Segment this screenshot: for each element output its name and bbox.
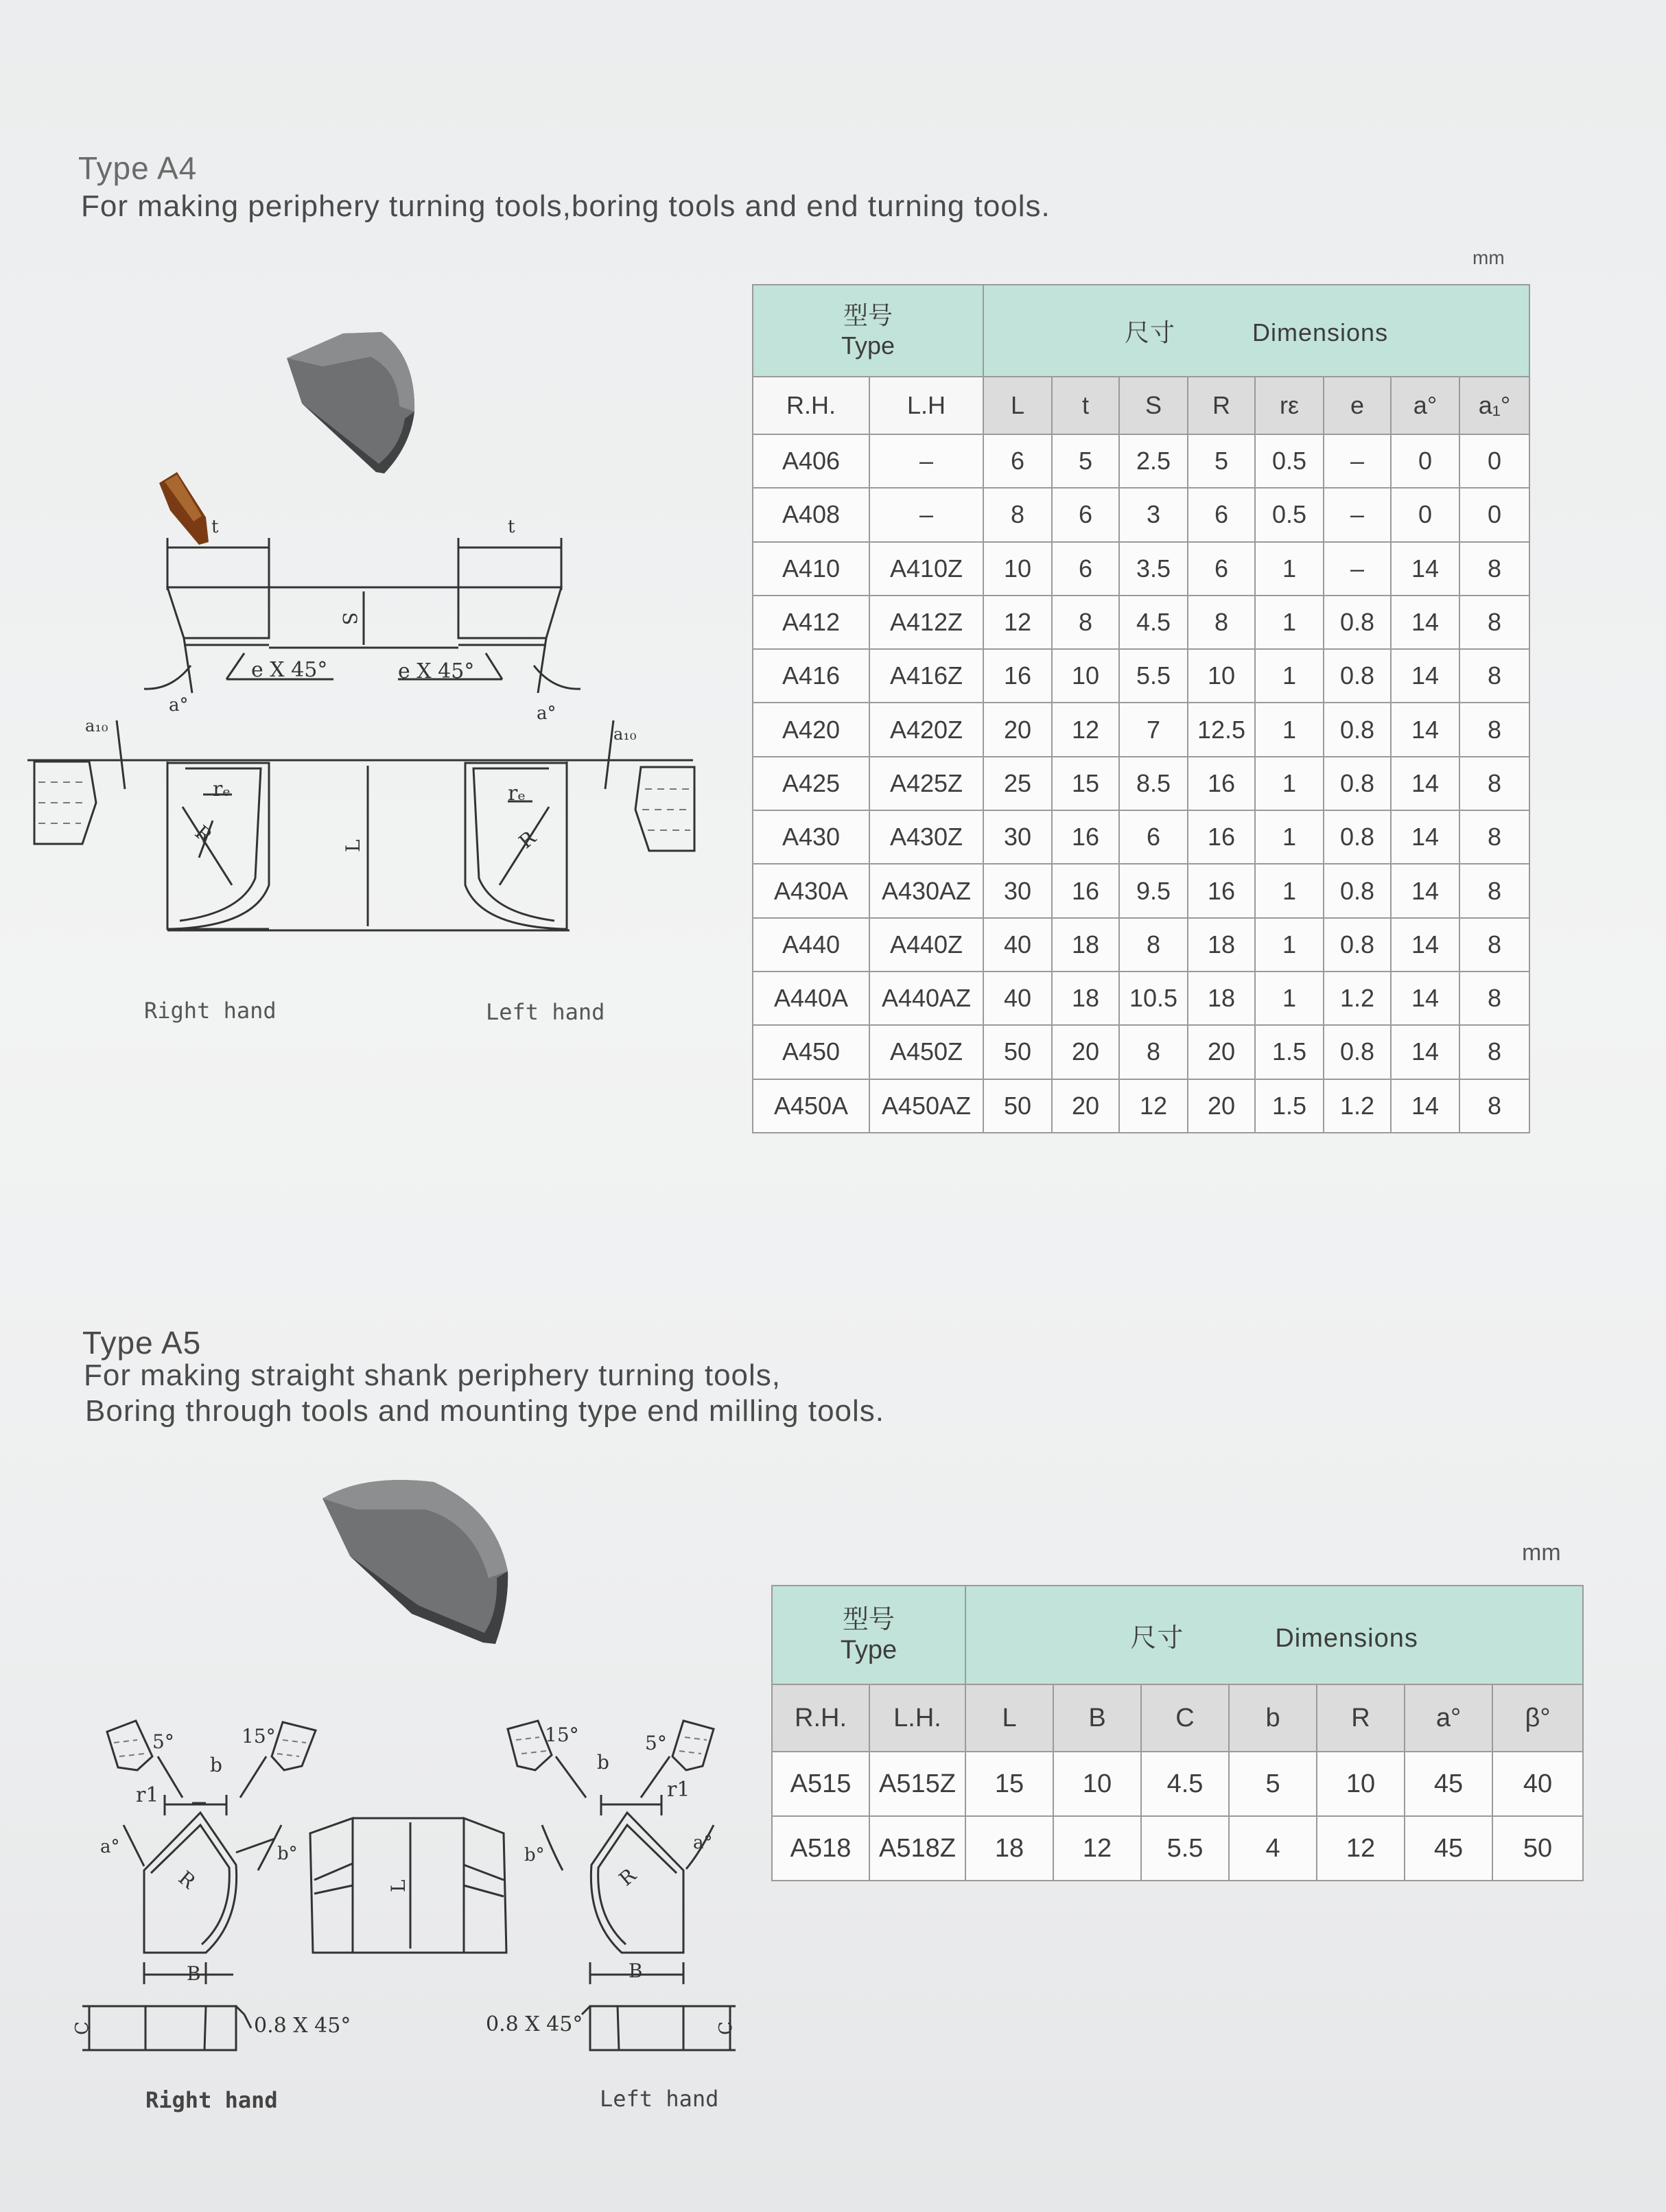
table-cell: 0.8 [1324, 596, 1391, 649]
table-cell: – [1324, 488, 1391, 541]
a4-col-header: e [1324, 377, 1391, 434]
a5-col-header: R.H. [772, 1684, 869, 1752]
table-cell: 10 [1053, 1752, 1141, 1816]
table-cell: A430 [753, 810, 869, 864]
table-cell: 1 [1255, 757, 1324, 810]
table-cell: – [869, 488, 983, 541]
table-cell: A420 [753, 703, 869, 756]
table-cell: A450 [753, 1025, 869, 1079]
table-cell: 45 [1405, 1816, 1492, 1881]
table-cell: 1 [1255, 864, 1324, 917]
table-cell: A410 [753, 542, 869, 596]
table-cell: 8 [1459, 972, 1529, 1025]
table-cell: 25 [983, 757, 1052, 810]
table-row [753, 972, 1529, 1025]
table-cell: A518 [772, 1816, 869, 1881]
table-cell: 40 [983, 972, 1052, 1025]
table-cell: 1 [1255, 703, 1324, 756]
table-cell: 16 [1052, 810, 1119, 864]
a4-caption-right-hand: Right hand [144, 998, 277, 1024]
table-cell: 18 [1188, 918, 1255, 972]
table-cell: 8 [1459, 918, 1529, 972]
table-cell: 6 [983, 434, 1052, 488]
table-row [753, 649, 1529, 703]
table-cell: 0.5 [1255, 434, 1324, 488]
table-cell: A410Z [869, 542, 983, 596]
a5-label-r-left: R [614, 1863, 641, 1891]
table-cell: 0 [1391, 488, 1459, 541]
table-cell: 4 [1229, 1816, 1317, 1881]
table-cell: 8 [1459, 596, 1529, 649]
table-cell: 18 [1052, 918, 1119, 972]
table-row [772, 1816, 1583, 1881]
table-cell: 20 [1052, 1079, 1119, 1133]
a5-type-cn: 型号 [843, 1605, 895, 1634]
a5-col-header: B [1053, 1684, 1141, 1752]
table-cell: 5.5 [1141, 1816, 1229, 1881]
table-cell: A430A [753, 864, 869, 917]
table-cell: 1 [1255, 972, 1324, 1025]
table-row [772, 1752, 1583, 1816]
table-cell: 0.8 [1324, 810, 1391, 864]
table-cell: 6 [1052, 488, 1119, 541]
table-cell: 20 [1052, 1025, 1119, 1079]
table-row [753, 864, 1529, 917]
a5-label-r-right: R [174, 1866, 200, 1894]
table-cell: 1.2 [1324, 1079, 1391, 1133]
table-cell: 18 [1188, 972, 1255, 1025]
table-cell: 0.8 [1324, 649, 1391, 703]
a5-label-c-right: C [72, 2021, 93, 2035]
a5-label-5deg-right: 5° [152, 1730, 174, 1753]
table-cell: 50 [983, 1025, 1052, 1079]
table-cell: 6 [1188, 542, 1255, 596]
table-cell: 10.5 [1119, 972, 1188, 1025]
table-row [753, 703, 1529, 756]
table-cell: 10 [1052, 649, 1119, 703]
table-cell: 12 [1053, 1816, 1141, 1881]
a5-description-line2: Boring through tools and mounting type end milling tools. [85, 1394, 885, 1428]
a4-label-re-right: rₑ [213, 777, 231, 801]
table-cell: 4.5 [1141, 1752, 1229, 1816]
a4-col-header: a° [1391, 377, 1459, 434]
table-cell: 40 [1492, 1752, 1583, 1816]
table-cell: 8.5 [1119, 757, 1188, 810]
table-cell: A412Z [869, 596, 983, 649]
table-cell: – [1324, 542, 1391, 596]
table-cell: 20 [1188, 1025, 1255, 1079]
a4-type-cn: 型号 [843, 301, 893, 329]
table-cell: A430Z [869, 810, 983, 864]
table-cell: 18 [1052, 972, 1119, 1025]
a5-description-line1: For making straight shank periphery turning tools, [84, 1358, 782, 1392]
a4-label-re-left: rₑ [508, 781, 526, 805]
table-cell: A408 [753, 488, 869, 541]
table-cell: 14 [1391, 918, 1459, 972]
table-cell: 0.8 [1324, 757, 1391, 810]
a4-col-header: R [1188, 377, 1255, 434]
a5-type-en: Type [840, 1636, 897, 1664]
a4-label-r-right: R [190, 821, 217, 848]
table-cell: 15 [965, 1752, 1053, 1816]
table-cell: 16 [1188, 810, 1255, 864]
table-cell: 0.8 [1324, 918, 1391, 972]
a4-col-header: rε [1255, 377, 1324, 434]
a5-label-b-right: b [210, 1754, 222, 1776]
table-cell: 40 [983, 918, 1052, 972]
a5-label-l: L [387, 1879, 410, 1892]
table-cell: 1.5 [1255, 1079, 1324, 1133]
a4-dimensions-header [983, 285, 1529, 377]
a5-label-5deg-left: 5° [645, 1732, 667, 1754]
table-cell: A412 [753, 596, 869, 649]
table-cell: 14 [1391, 649, 1459, 703]
a5-label-a-right: a° [100, 1837, 120, 1857]
a4-col-header: S [1119, 377, 1188, 434]
a5-spec-table [771, 1585, 1584, 1881]
table-cell: 8 [1459, 1079, 1529, 1133]
a5-label-bdeg-right: b° [277, 1844, 298, 1864]
a4-col-header: t [1052, 377, 1119, 434]
table-cell: 8 [1459, 864, 1529, 917]
a4-col-header: L [983, 377, 1052, 434]
table-cell: 10 [1317, 1752, 1405, 1816]
table-cell: 1.5 [1255, 1025, 1324, 1079]
a4-caption-left-hand: Left hand [486, 999, 605, 1025]
a4-label-chamfer-right: e X 45° [251, 658, 328, 682]
a5-type-header [772, 1586, 965, 1684]
table-cell: 20 [983, 703, 1052, 756]
table-row [753, 1025, 1529, 1079]
table-cell: 0 [1391, 434, 1459, 488]
a5-dims-cn: 尺寸 [1130, 1623, 1184, 1653]
table-cell: 4.5 [1119, 596, 1188, 649]
table-row [753, 596, 1529, 649]
a4-spec-table [752, 284, 1530, 1133]
a4-label-a1-right: a₁₀ [85, 716, 108, 736]
table-cell: 14 [1391, 810, 1459, 864]
a5-caption-right-hand: Right hand [145, 2087, 278, 2113]
table-cell: 0 [1459, 488, 1529, 541]
table-cell: 30 [983, 810, 1052, 864]
table-cell: 8 [1188, 596, 1255, 649]
a5-label-chamfer-left: 0.8 X 45° [486, 2012, 583, 2036]
table-cell: A518Z [869, 1816, 965, 1881]
table-cell: 6 [1052, 542, 1119, 596]
table-cell: A416 [753, 649, 869, 703]
table-cell: A420Z [869, 703, 983, 756]
table-cell: 8 [1459, 703, 1529, 756]
table-cell: 1 [1255, 918, 1324, 972]
a5-col-header: C [1141, 1684, 1229, 1752]
a5-label-15deg-right: 15° [242, 1725, 276, 1748]
table-cell: 0.8 [1324, 864, 1391, 917]
table-cell: 16 [1188, 757, 1255, 810]
table-cell: 14 [1391, 757, 1459, 810]
table-cell: 10 [1188, 649, 1255, 703]
a5-col-header: a° [1405, 1684, 1492, 1752]
a5-label-r1-right: r1 [136, 1783, 159, 1807]
a4-label-t-right: t [211, 517, 219, 537]
table-cell: A440Z [869, 918, 983, 972]
a5-label-bdeg-left: b° [524, 1845, 545, 1866]
a4-col-header: a₁° [1459, 377, 1529, 434]
a4-label-t-left: t [508, 517, 515, 537]
table-cell: 1 [1255, 596, 1324, 649]
table-cell: 5 [1052, 434, 1119, 488]
table-cell: 18 [965, 1816, 1053, 1881]
table-cell: 7 [1119, 703, 1188, 756]
table-cell: 8 [1459, 1025, 1529, 1079]
a4-type-en: Type [841, 331, 895, 360]
table-cell: 5 [1188, 434, 1255, 488]
a5-dims-en: Dimensions [1275, 1623, 1418, 1653]
table-cell: A425 [753, 757, 869, 810]
a5-col-header: L [965, 1684, 1053, 1752]
table-cell: 14 [1391, 1025, 1459, 1079]
a4-label-l: L [342, 839, 364, 852]
table-cell: 8 [1119, 918, 1188, 972]
table-cell: 14 [1391, 703, 1459, 756]
table-cell: 9.5 [1119, 864, 1188, 917]
a5-label-chamfer-right: 0.8 X 45° [254, 2014, 351, 2038]
table-cell: 16 [1052, 864, 1119, 917]
table-cell: 5.5 [1119, 649, 1188, 703]
table-cell: 0.5 [1255, 488, 1324, 541]
table-cell: A416Z [869, 649, 983, 703]
table-cell: 12 [983, 596, 1052, 649]
table-cell: 10 [983, 542, 1052, 596]
table-cell: 15 [1052, 757, 1119, 810]
table-cell: A440A [753, 972, 869, 1025]
table-cell: 45 [1405, 1752, 1492, 1816]
table-cell: A450A [753, 1079, 869, 1133]
table-cell: 8 [983, 488, 1052, 541]
table-cell: 14 [1391, 864, 1459, 917]
a5-insert-photo [322, 1480, 508, 1644]
table-cell: 8 [1052, 596, 1119, 649]
a5-col-header: b [1229, 1684, 1317, 1752]
table-cell: 14 [1391, 542, 1459, 596]
table-row [753, 542, 1529, 596]
table-cell: A440AZ [869, 972, 983, 1025]
table-cell: 1.2 [1324, 972, 1391, 1025]
a4-unit-label: mm [1473, 247, 1505, 268]
table-cell: 6 [1119, 810, 1188, 864]
a5-caption-left-hand: Left hand [600, 2086, 719, 2112]
a4-label-chamfer-left: e X 45° [398, 659, 475, 683]
table-cell: 16 [983, 649, 1052, 703]
table-row [753, 918, 1529, 972]
table-row [753, 1079, 1529, 1133]
a4-column-header-row [753, 377, 1529, 434]
a5-dimensions-header [965, 1586, 1583, 1684]
table-cell: 12 [1119, 1079, 1188, 1133]
a5-column-header-row [772, 1684, 1583, 1752]
table-cell: 14 [1391, 972, 1459, 1025]
a5-label-15deg-left: 15° [545, 1723, 579, 1746]
a5-col-header: R [1317, 1684, 1405, 1752]
a4-dims-en: Dimensions [1252, 318, 1389, 346]
table-cell: 8 [1459, 757, 1529, 810]
table-cell: A430AZ [869, 864, 983, 917]
table-row [753, 757, 1529, 810]
table-cell: 50 [983, 1079, 1052, 1133]
a4-label-a-right: a° [169, 695, 189, 716]
table-cell: – [1324, 434, 1391, 488]
table-cell: 16 [1188, 864, 1255, 917]
a4-description: For making periphery turning tools,boring tools and end turning tools. [81, 189, 1051, 223]
table-cell: 1 [1255, 810, 1324, 864]
a4-label-s: S [338, 612, 361, 626]
table-cell: A515 [772, 1752, 869, 1816]
table-cell: 30 [983, 864, 1052, 917]
a5-col-header: L.H. [869, 1684, 965, 1752]
table-cell: 0.8 [1324, 1025, 1391, 1079]
a5-technical-drawing [0, 0, 755, 2212]
table-cell: A450Z [869, 1025, 983, 1079]
a5-label-B-left: B [629, 1960, 643, 1982]
a4-label-r-left: R [514, 826, 541, 854]
table-cell: 0 [1459, 434, 1529, 488]
table-cell: 14 [1391, 596, 1459, 649]
table-cell: 3.5 [1119, 542, 1188, 596]
a5-col-header: β° [1492, 1684, 1583, 1752]
table-cell: 12.5 [1188, 703, 1255, 756]
table-cell: 8 [1459, 542, 1529, 596]
table-cell: 2.5 [1119, 434, 1188, 488]
table-cell: 1 [1255, 542, 1324, 596]
table-cell: 8 [1459, 810, 1529, 864]
table-cell: – [869, 434, 983, 488]
table-cell: 20 [1188, 1079, 1255, 1133]
table-cell: 8 [1119, 1025, 1188, 1079]
table-cell: 1 [1255, 649, 1324, 703]
table-cell: A425Z [869, 757, 983, 810]
a5-label-b-left: b [597, 1751, 609, 1774]
table-cell: 3 [1119, 488, 1188, 541]
table-cell: 5 [1229, 1752, 1317, 1816]
a4-type-header [753, 285, 983, 377]
a5-label-a-left: a° [693, 1833, 713, 1853]
table-row [753, 810, 1529, 864]
table-cell: A515Z [869, 1752, 965, 1816]
a5-type-title: Type A5 [82, 1325, 202, 1361]
a5-label-r1-left: r1 [667, 1778, 690, 1802]
a4-col-header: L.H [869, 377, 983, 434]
a5-label-c-left: C [716, 2021, 736, 2035]
table-cell: 12 [1317, 1816, 1405, 1881]
a4-label-a-left: a° [537, 703, 556, 724]
table-cell: 0.8 [1324, 703, 1391, 756]
table-cell: 14 [1391, 1079, 1459, 1133]
table-cell: A450AZ [869, 1079, 983, 1133]
table-cell: 50 [1492, 1816, 1583, 1881]
a5-unit-label: mm [1522, 1540, 1561, 1566]
a4-dims-cn: 尺寸 [1124, 318, 1175, 346]
table-cell: A440 [753, 918, 869, 972]
a4-col-header: R.H. [753, 377, 869, 434]
table-row [753, 434, 1529, 488]
a5-label-B-right: B [187, 1962, 201, 1985]
table-cell: A406 [753, 434, 869, 488]
table-cell: 12 [1052, 703, 1119, 756]
a4-type-title: Type A4 [78, 150, 198, 186]
table-row [753, 488, 1529, 541]
table-cell: 6 [1188, 488, 1255, 541]
table-cell: 8 [1459, 649, 1529, 703]
a4-label-a1-left: a₁₀ [613, 725, 637, 744]
